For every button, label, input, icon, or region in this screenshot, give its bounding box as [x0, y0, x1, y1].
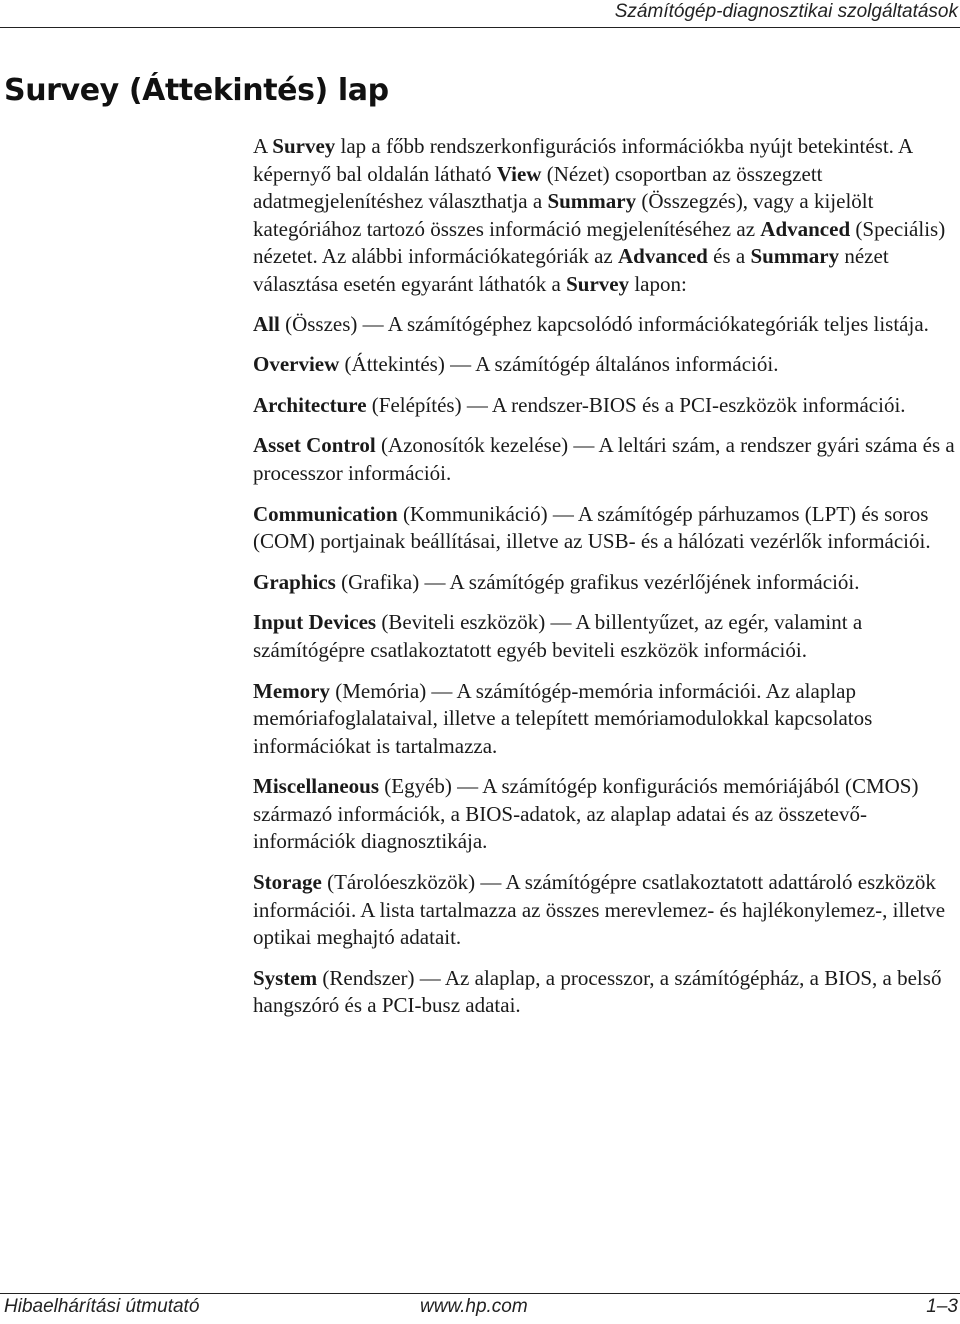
intro-term: Survey — [566, 271, 630, 296]
intro-text: lapon: — [629, 271, 687, 296]
category-entry-miscellaneous — [253, 773, 958, 856]
category-description: (Memória) — A számítógép-memória információi. Az alaplap memóriafoglalataival, illetve a telepített memóriamodulokkal kapcsolatos információkat is tartalmazza. — [253, 678, 873, 758]
intro-text: (Nézet) csoportban az összegzett adatmegjelenítéshez választhatja a — [253, 161, 823, 214]
intro-term: Advanced — [618, 244, 708, 269]
category-description: (Beviteli eszközök) — A billentyűzet, az egér, valamint a számítógépre csatlakoztatott egyéb beviteli eszközök információi. — [253, 610, 863, 662]
intro-term: Survey — [272, 134, 336, 158]
category-term: Communication — [253, 501, 398, 526]
footer-page-number: 1–3 — [926, 1296, 958, 1317]
footer-guide-title: Hibaelhárítási útmutató — [4, 1296, 200, 1317]
category-description: (Kommunikáció) — A számítógép párhuzamos (LPT) és soros (COM) portjainak beállításai, illetve az USB- és a hálózati vezérlők információi. — [253, 501, 931, 554]
category-term: System — [253, 965, 318, 990]
category-description: (Összes) — A számítógéphez kapcsolódó információkategóriák teljes listája. — [279, 311, 929, 336]
category-term: Storage — [253, 870, 322, 895]
category-term: Memory — [253, 678, 330, 703]
intro-term: View — [496, 161, 542, 186]
category-description: (Egyéb) — A számítógép konfigurációs memóriájából (CMOS) származó információk, a BIOS-adatok, az alaplap adatai és az összetevő-információk diagnosztikája. — [253, 774, 919, 854]
category-term: Graphics — [253, 569, 336, 594]
category-term: Architecture — [253, 392, 367, 417]
intro-text: és a — [707, 244, 751, 269]
intro-text: nézet választása esetén egyaránt láthatók a — [253, 244, 889, 296]
category-description: (Grafika) — A számítógép grafikus vezérlőjének információi. — [335, 569, 860, 594]
category-description: (Áttekintés) — A számítógép általános információi. — [339, 352, 779, 377]
category-term: All — [253, 311, 280, 336]
intro-text: (Összegzés), vagy a kijelölt kategóriához tartozó összes információ megjelenítéséhez az — [253, 189, 874, 241]
category-term: Overview — [253, 352, 340, 377]
category-entry-system — [253, 965, 958, 1020]
category-term: Asset Control — [253, 433, 376, 458]
page-header — [0, 0, 960, 28]
category-term: Miscellaneous — [253, 774, 379, 799]
category-entry-graphics — [253, 569, 958, 597]
page-title: Survey (Áttekintés) lap — [4, 73, 389, 108]
category-entry-input-devices — [253, 609, 958, 664]
page-footer — [0, 1293, 960, 1324]
intro-term: Advanced — [760, 216, 851, 241]
category-description: (Azonosítók kezelése) — A leltári szám, a rendszer gyári száma és a processzor információi. — [253, 433, 955, 485]
category-entry-communication — [253, 501, 958, 556]
category-entry-architecture — [253, 392, 958, 420]
intro-text: (Speciális) nézetet. Az alábbi információkategóriák az — [253, 216, 946, 269]
intro-text: A — [253, 134, 273, 158]
category-description: (Felépítés) — A rendszer-BIOS és a PCI-eszközök információi. — [366, 392, 906, 417]
intro-paragraph — [253, 133, 958, 299]
category-term: Input Devices — [253, 610, 377, 635]
category-entry-all — [253, 311, 958, 339]
category-entry-overview — [253, 351, 958, 379]
category-entry-memory — [253, 678, 958, 761]
category-entry-asset-control — [253, 432, 958, 487]
intro-term: Summary — [547, 189, 637, 214]
footer-website-link[interactable]: www.hp.com — [420, 1296, 528, 1317]
running-header-title: Számítógép-diagnosztikai szolgáltatások — [614, 1, 958, 22]
intro-text: lap a főbb rendszerkonfigurációs információkba nyújt betekintést. A képernyő bal oldalán látható — [253, 134, 913, 186]
intro-term: Summary — [750, 244, 840, 269]
document-body — [253, 133, 958, 1033]
category-description: (Tárolóeszközök) — A számítógépre csatlakoztatott adattároló eszközök információi. A lista tartalmazza az összes merevlemez- és hajlékonylemez-, illetve optikai meghajtó adatait. — [253, 870, 946, 950]
category-entry-storage — [253, 869, 958, 952]
category-description: (Rendszer) — Az alaplap, a processzor, a számítógépház, a BIOS, a belső hangszóró és a PCI-busz adatai. — [253, 965, 942, 1018]
